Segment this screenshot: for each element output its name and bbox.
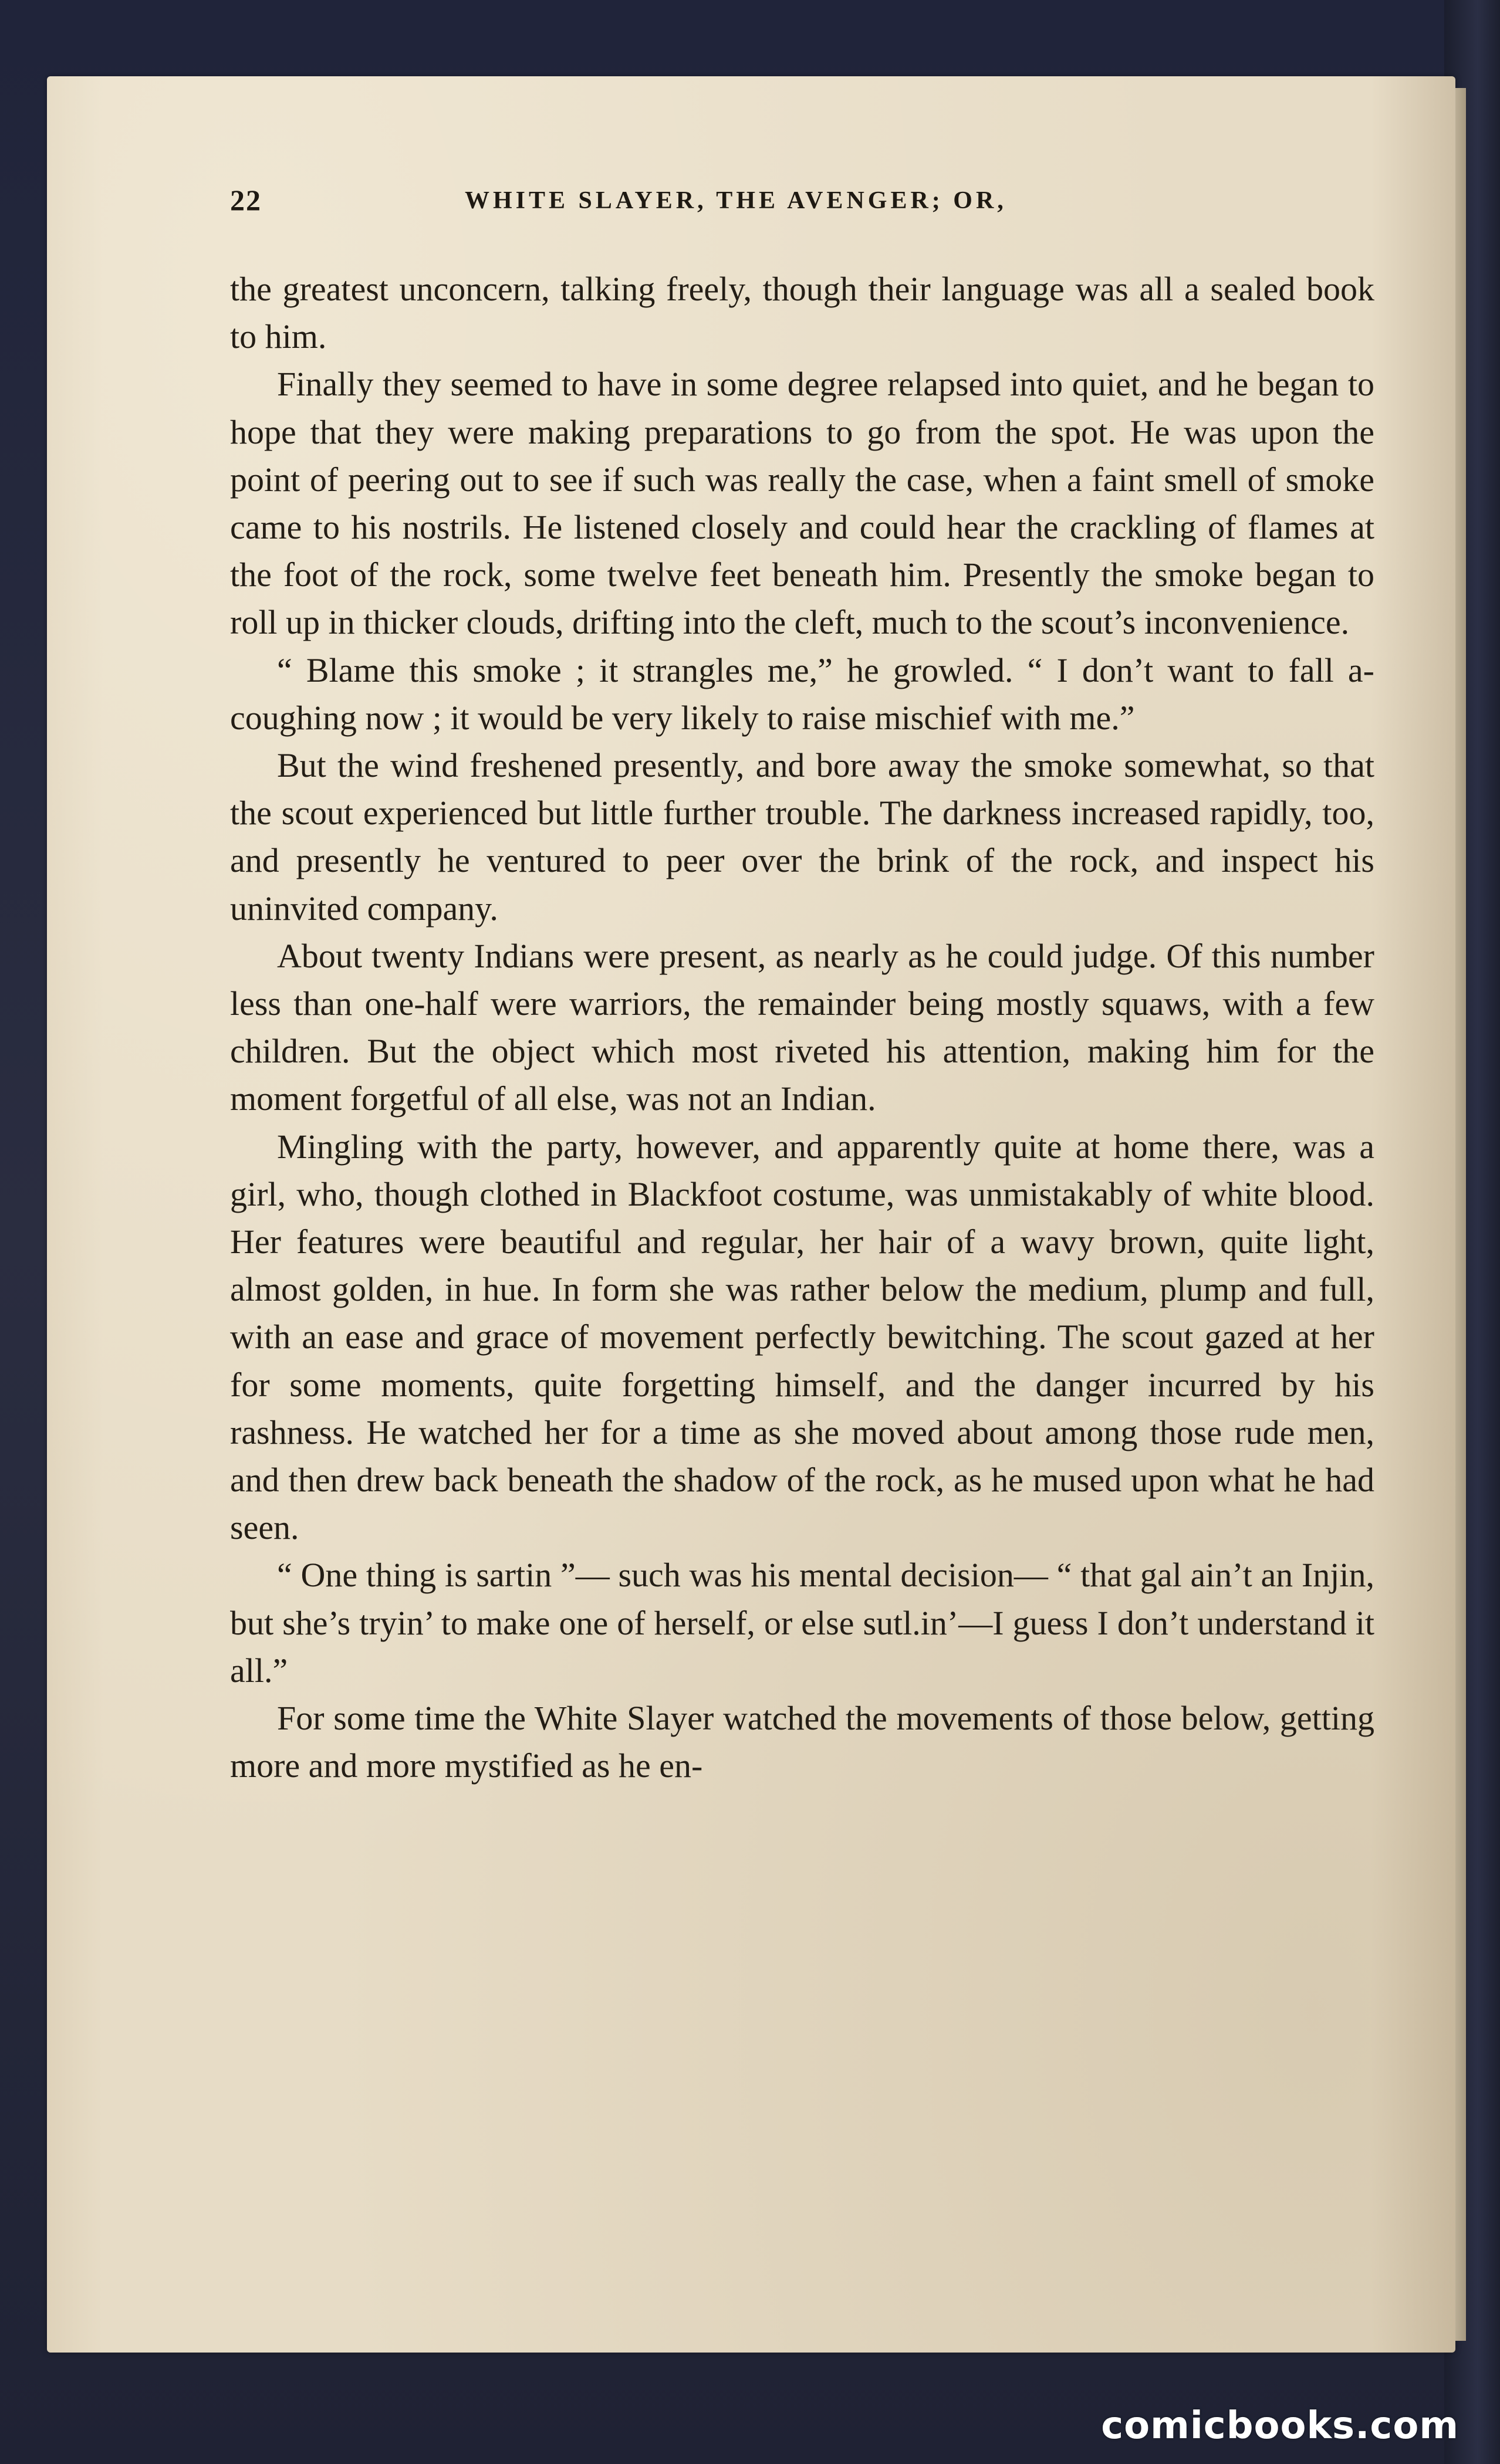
paragraph: Mingling with the party, however, and apparently quite at home there, was a girl, who, though clothed in Blackfoot costume, was unmistakably of white blood. Her features were beautiful and regular, her hair of a wavy brown, quite light, almost golden, in hue. In form she was rather below the medium, plump and full, with an ease and grace of movement perfectly bewitching. The scout gazed at her for some moments, quite forgetting himself, and the danger incurred by his rashness. He watched her for a time as she moved about among those rude men, and then drew back beneath the shadow of the rock, as he mused upon what he had seen. xyxy=(230,1127,1374,1547)
running-head: WHITE SLAYER, THE AVENGER; OR, xyxy=(465,187,1007,214)
paragraph: For some time the White Slayer watched the movements of those below, getting more and more mystified as he en- xyxy=(230,1699,1374,1785)
paragraph: But the wind freshened presently, and bore away the smoke somewhat, so that the scout experienced but little further trouble. The darkness increased rapidly, too, and presently he ventured to peer over the brink of the rock, and inspect his uninvited company. xyxy=(230,746,1374,928)
page-header xyxy=(230,183,1374,218)
paragraph: “ One thing is sartin ”— such was his mental decision— “ that gal ain’t an Injin, but she’s tryin’ to make one of herself, or else sutl.in’—I guess I don’t understand it all.” xyxy=(230,1556,1374,1690)
paragraph: Finally they seemed to have in some degree relapsed into quiet, and he began to hope that they were making preparations to go from the spot. He was upon the point of peering out to see if such was really the case, when a faint smell of smoke came to his nostrils. He listened closely and could hear the crackling of flames at the foot of the rock, some twelve feet beneath him. Presently the smoke began to roll up in thicker clouds, drifting into the cleft, much to the scout’s inconvenience. xyxy=(230,365,1374,642)
paragraph: the greatest unconcern, talking freely, though their language was all a sealed book to him. xyxy=(230,270,1374,356)
page-number: 22 xyxy=(230,184,262,216)
watermark-logo: comicbooks.com xyxy=(1101,2404,1459,2448)
body-text xyxy=(230,265,1374,1790)
paragraph: About twenty Indians were present, as nearly as he could judge. Of this number less than one-half were warriors, the remainder being mostly squaws, with a few children. But the object which most riveted his attention, making him for the moment forgetful of all else, was not an Indian. xyxy=(230,936,1374,1118)
paragraph: “ Blame this smoke ; it strangles me,” he growled. “ I don’t want to fall a-coughing now ; it would be very likely to raise mischief with me.” xyxy=(230,651,1374,737)
page-edge xyxy=(1455,88,1466,2341)
